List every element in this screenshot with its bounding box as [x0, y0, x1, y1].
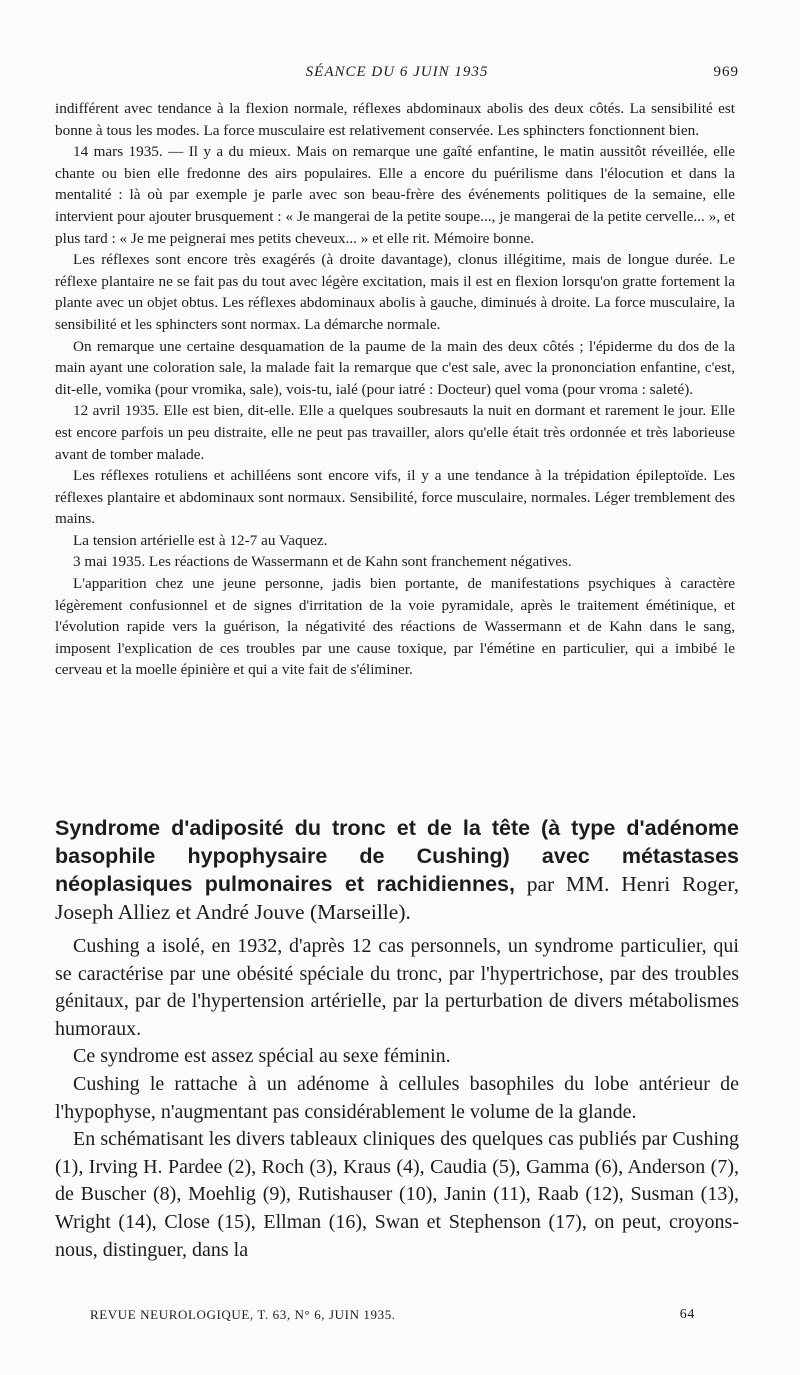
paragraph: 3 mai 1935. Les réactions de Wassermann et de Kahn sont franchement négatives.	[73, 553, 572, 571]
paragraph: 12 avril 1935. Elle est bien, dit-elle. Elle a quelques soubresauts la nuit en dormant et rarement le jour. Elle est encore parfois un peu distraite, elle ne peut pas travailler, alors qu'elle était très ordonnée et très laborieuse avant de tomber malade.	[55, 402, 735, 463]
paragraph: Cushing le rattache à un adénome à cellules basophiles du lobe antérieur de l'hypophyse, n'augmentant pas considérablement le volume de la glande.	[55, 1072, 739, 1123]
case-report-text	[55, 98, 735, 681]
paragraph: 14 mars 1935. — Il y a du mieux. Mais on remarque une gaîté enfantine, le matin aussitôt réveillée, elle chante ou bien elle fredonne des airs populaires. Elle a encore du puérilisme dans l'élocution et dans la mentalité : là où par exemple je parle avec son beau-frère des événements politiques de la semaine, elle intervient pour ajouter brusquement : « Je mangerai de la petite soupe..., je mangerai de la petite cervelle... », et plus tard : « Je me peignerai mes petits cheveux... » et elle rit. Mémoire bonne.	[55, 143, 735, 247]
paragraph: L'apparition chez une jeune personne, jadis bien portante, de manifestations psychiques à caractère légèrement confusionnel et de signes d'irritation de la voie pyramidale, après le traitement émétinique, et l'évolution rapide vers la guérison, la négativité des réactions de Wassermann et de Kahn dans le sang, imposent l'explication de ces troubles par une cause toxique, par l'émétine en particulier, qui a imbibé le cerveau et la moelle épinière et qui a vite fait de s'éliminer.	[55, 575, 735, 679]
article-body	[55, 933, 739, 1264]
paragraph: La tension artérielle est à 12-7 au Vaquez.	[73, 531, 328, 549]
signature-number: 64	[679, 1307, 695, 1322]
running-title: SÉANCE DU 6 JUIN 1935	[305, 64, 489, 80]
article-title-main: Syndrome d'adiposité du tronc et de la tête (à type d'adénome basophile hypophysaire de Cushing) avec métastases néoplasiques pulmonaires et rachidiennes,	[55, 816, 739, 896]
paragraph: Les réflexes sont encore très exagérés (à droite davantage), clonus illégitime, mais de longue durée. Le réflexe plantaire ne se fait pas du tout avec légère excitation, mais il est en flexion lorsqu'on gratte fortement la plante avec un objet obtus. Les réflexes abdominaux abolis à gauche, diminués à droite. La force musculaire, la sensibilité et les sphincters sont normax. La démarche normale.	[55, 251, 735, 333]
journal-reference: REVUE NEUROLOGIQUE, T. 63, N° 6, JUIN 1935.	[90, 1307, 396, 1322]
article-byline: par MM. Henri Roger, Joseph Alliez et André Jouve (Marseille).	[55, 872, 739, 924]
paragraph: Ce syndrome est assez spécial au sexe féminin.	[73, 1045, 451, 1068]
paragraph: On remarque une certaine desquamation de la paume de la main des deux côtés ; l'épiderme du dos de la main ayant une coloration sale, la malade fait la remarque que c'est sale, avec la prononciation enfantine, c'est, dit-elle, vomika (pour vromika, sale), vois-tu, ialé (pour iatré : Docteur) quel voma (pour vroma : saleté).	[55, 337, 735, 398]
page-number: 969	[713, 64, 739, 80]
paragraph: Les réflexes rotuliens et achilléens sont encore vifs, il y a une tendance à la trépidation épileptoïde. Les réflexes plantaire et abdominaux sont normaux. Sensibilité, force musculaire, normales. Léger tremblement des mains.	[55, 467, 735, 528]
article-title	[55, 814, 739, 926]
running-header	[55, 64, 739, 86]
paragraph: indifférent avec tendance à la flexion normale, réflexes abdominaux abolis des deux côtés. La sensibilité est bonne à tous les modes. La force musculaire est relativement conservée. Les sphincters fonctionnent bien.	[55, 100, 735, 139]
paragraph: Cushing a isolé, en 1932, d'après 12 cas personnels, un syndrome particulier, qui se caractérise par une obésité spéciale du tronc, par l'hypertrichose, par des troubles génitaux, par de l'hypertension artérielle, par la perturbation de divers métabolismes humoraux.	[55, 935, 739, 1040]
paragraph: En schématisant les divers tableaux cliniques des quelques cas publiés par Cushing (1), Irving H. Pardee (2), Roch (3), Kraus (4), Caudia (5), Gamma (6), Anderson (7), de Buscher (8), Moehlig (9), Rutishauser (10), Janin (11), Raab (12), Susman (13), Wright (14), Close (15), Ellman (16), Swan et Stephenson (17), on peut, croyons-nous, distinguer, dans la	[55, 1128, 739, 1261]
